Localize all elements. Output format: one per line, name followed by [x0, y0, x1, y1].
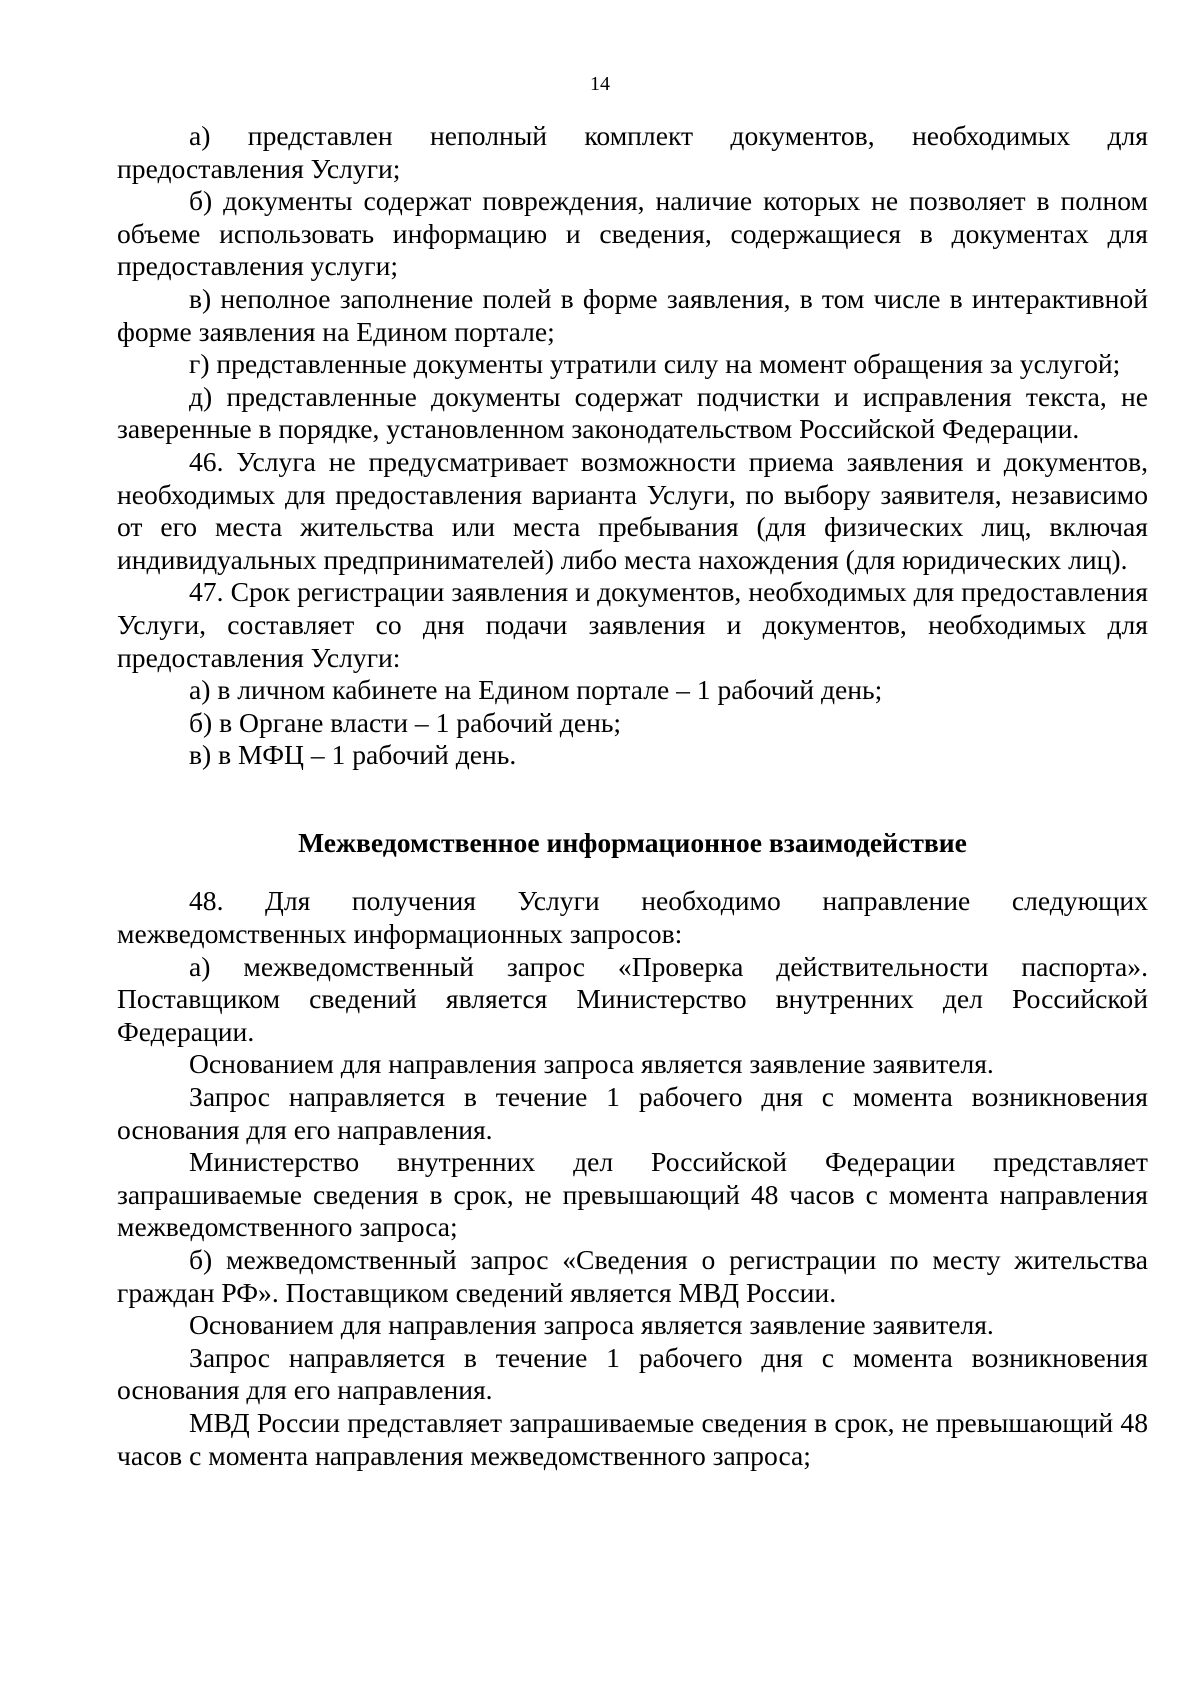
paragraph: 46. Услуга не предусматривает возможности приема заявления и документов, необходимых для предоставления варианта Услуги, по выбору заявителя, независимо от его места жительства или места пребывания (для физических лиц, включая индивидуальных предпринимателей) либо места нахождения (для юридических лиц).	[117, 445, 1148, 575]
paragraph: а) представлен неполный комплект документов, необходимых для предоставления Услуги;	[117, 120, 1148, 184]
section-heading: Межведомственное информационное взаимодействие	[298, 826, 967, 858]
paragraph: б) в Органе власти – 1 рабочий день;	[189, 706, 622, 738]
paragraph: 48. Для получения Услуги необходимо направление следующих межведомственных информационных запросов:	[117, 885, 1148, 950]
paragraph: Основанием для направления запроса является заявление заявителя.	[189, 1309, 994, 1341]
paragraph: МВД России представляет запрашиваемые сведения в срок, не превышающий 48 часов с момента направления межведомственного запроса;	[117, 1406, 1148, 1471]
paragraph: г) представленные документы утратили силу на момент обращения за услугой;	[189, 348, 1121, 380]
paragraph: Основанием для направления запроса является заявление заявителя.	[189, 1048, 994, 1080]
paragraph: д) представленные документы содержат подчистки и исправления текста, не заверенные в порядке, установленном законодательством Российской Федерации.	[117, 380, 1148, 445]
paragraph: в) в МФЦ – 1 рабочий день.	[189, 739, 517, 771]
paragraph: б) межведомственный запрос «Сведения о регистрации по месту жительства граждан РФ». Поставщиком сведений является МВД России.	[117, 1244, 1148, 1308]
paragraph: Запрос направляется в течение 1 рабочего дня с момента возникновения основания для его направления.	[117, 1081, 1148, 1145]
document-body	[117, 120, 1148, 1472]
paragraph: 47. Срок регистрации заявления и документов, необходимых для предоставления Услуги, составляет со дня подачи заявления и документов, необходимых для предоставления Услуги:	[117, 576, 1148, 673]
paragraph: а) межведомственный запрос «Проверка действительности паспорта». Поставщиком сведений является Министерство внутренних дел Российской Федерации.	[117, 950, 1148, 1047]
page-number: 14	[590, 73, 610, 95]
paragraph: Запрос направляется в течение 1 рабочего дня с момента возникновения основания для его направления.	[117, 1341, 1148, 1406]
paragraph: Министерство внутренних дел Российской Федерации представляет запрашиваемые сведения в срок, не превышающий 48 часов с момента направления межведомственного запроса;	[117, 1146, 1148, 1243]
paragraph: в) неполное заполнение полей в форме заявления, в том числе в интерактивной форме заявления на Едином портале;	[117, 282, 1148, 347]
section-spacer	[117, 772, 1148, 827]
section-spacer	[117, 859, 1148, 885]
paragraph: а) в личном кабинете на Едином портале – 1 рабочий день;	[189, 674, 883, 706]
paragraph: б) документы содержат повреждения, наличие которых не позволяет в полном объеме использовать информацию и сведения, содержащиеся в документах для предоставления услуги;	[117, 185, 1148, 282]
